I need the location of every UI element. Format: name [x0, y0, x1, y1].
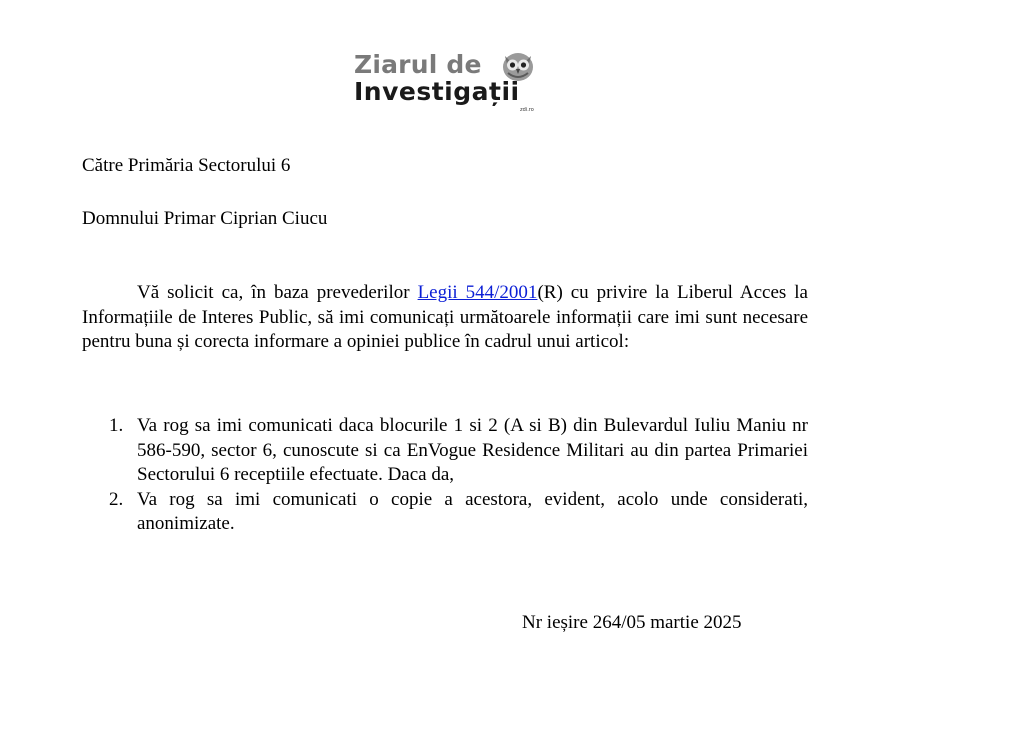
- addressee-person: Domnului Primar Ciprian Ciucu: [82, 208, 328, 229]
- outgoing-reference: Nr ieșire 264/05 martie 2025: [522, 612, 742, 633]
- list-item-text: Va rog sa imi comunicati o copie a acestora, evident, acolo unde considerati, anonimizate.: [137, 488, 808, 534]
- list-item: [82, 414, 808, 488]
- newspaper-logo: [354, 50, 544, 116]
- paragraph-body: (R) cu privire la Liberul Acces la Informațiile de Interes Public, să imi comunicați următoarele informații care imi sunt necesare pentru buna și corecta informare a opiniei publice în cadrul unui articol:: [82, 282, 808, 352]
- request-list: [82, 414, 808, 537]
- logo-title-line2: Investigații: [354, 77, 520, 106]
- law-link[interactable]: Legii 544/2001: [417, 282, 538, 303]
- paragraph-intro: Vă solicit ca, în baza prevederilor: [137, 282, 418, 303]
- request-paragraph: [82, 281, 808, 355]
- logo-title-line1: Ziarul de: [354, 50, 482, 79]
- list-item-text: Va rog sa imi comunicati daca blocurile 1 si 2 (A si B) din Bulevardul Iuliu Maniu nr 586-590, sector 6, cunoscute si ca EnVogue Residence Militari au din partea Primariei Sectorului 6 receptiile efectuate. Daca da,: [137, 415, 808, 485]
- list-item-number: 2.: [109, 488, 124, 510]
- addressee-institution: Către Primăria Sectorului 6: [82, 155, 291, 176]
- list-item-number: 1.: [109, 415, 124, 436]
- logo-domain: zdi.ro: [520, 107, 534, 113]
- list-item: [82, 488, 808, 537]
